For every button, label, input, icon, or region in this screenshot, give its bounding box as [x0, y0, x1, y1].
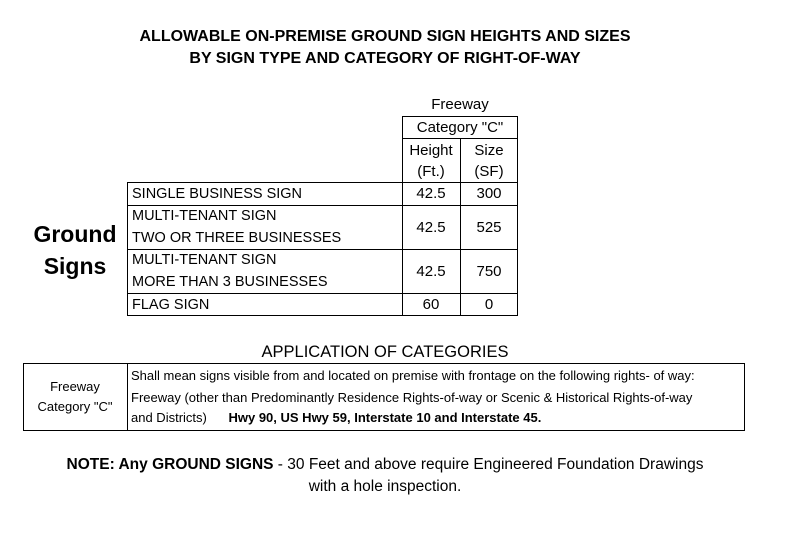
table-row-divider-1 [127, 205, 518, 206]
row4-size: 0 [484, 296, 494, 313]
group-label-ground: Ground [33, 221, 117, 247]
row2-height: 42.5 [416, 219, 446, 236]
header-category: Category "C" [416, 119, 504, 136]
application-text-line3 [131, 410, 541, 425]
col-size-unit: (SF) [474, 163, 504, 180]
row-flag-sign: FLAG SIGN [132, 297, 210, 313]
row2-line1: MULTI-TENANT SIGN [132, 208, 277, 224]
application-category-line2: Category "C" [37, 399, 113, 414]
row1-size: 300 [476, 185, 502, 202]
header-freeway: Freeway [431, 96, 489, 113]
row3-height: 42.5 [416, 263, 446, 280]
col-size-label: Size [474, 142, 504, 159]
row2-size: 525 [476, 219, 502, 236]
page-title-line1: ALLOWABLE ON-PREMISE GROUND SIGN HEIGHTS AND SIZES [139, 28, 631, 45]
application-title: APPLICATION OF CATEGORIES [261, 343, 509, 361]
row-single-business: SINGLE BUSINESS SIGN [132, 186, 303, 202]
application-text-line1: Shall mean signs visible from and located on premise with frontage on the following rights- of way: [131, 368, 695, 383]
application-divider [127, 363, 128, 431]
note-line1 [0, 454, 770, 476]
group-label-signs: Signs [43, 253, 107, 279]
application-text-line2: Freeway (other than Predominantly Residence Rights-of-way or Scenic & Historical Rights-of-way [131, 390, 693, 405]
header-left-border [402, 139, 403, 182]
row1-height: 42.5 [416, 185, 446, 202]
application-category-line1: Freeway [50, 379, 100, 394]
table-row-divider-3 [127, 293, 518, 294]
row2-line2: TWO OR THREE BUSINESSES [132, 230, 342, 246]
page-title-line2: BY SIGN TYPE AND CATEGORY OF RIGHT-OF-WAY [189, 50, 581, 67]
row3-line1: MULTI-TENANT SIGN [132, 252, 277, 268]
note-line2: with a hole inspection. [308, 478, 462, 495]
header-right-border [517, 139, 518, 182]
note-rest: - 30 Feet and above require Engineered Foundation Drawings [273, 456, 704, 473]
note [0, 454, 770, 498]
row3-line2: MORE THAN 3 BUSINESSES [132, 274, 328, 290]
header-mid-border [460, 139, 461, 182]
col-height-label: Height [409, 142, 453, 159]
table-row-divider-2 [127, 249, 518, 250]
row3-size: 750 [476, 263, 502, 280]
note-bold: NOTE: Any GROUND SIGNS [66, 456, 274, 473]
application-text-line3-plain: and Districts) [131, 410, 207, 425]
row4-height: 60 [422, 296, 440, 313]
col-height-unit: (Ft.) [417, 163, 445, 180]
application-highways: Hwy 90, US Hwy 59, Interstate 10 and Interstate 45. [228, 410, 542, 425]
